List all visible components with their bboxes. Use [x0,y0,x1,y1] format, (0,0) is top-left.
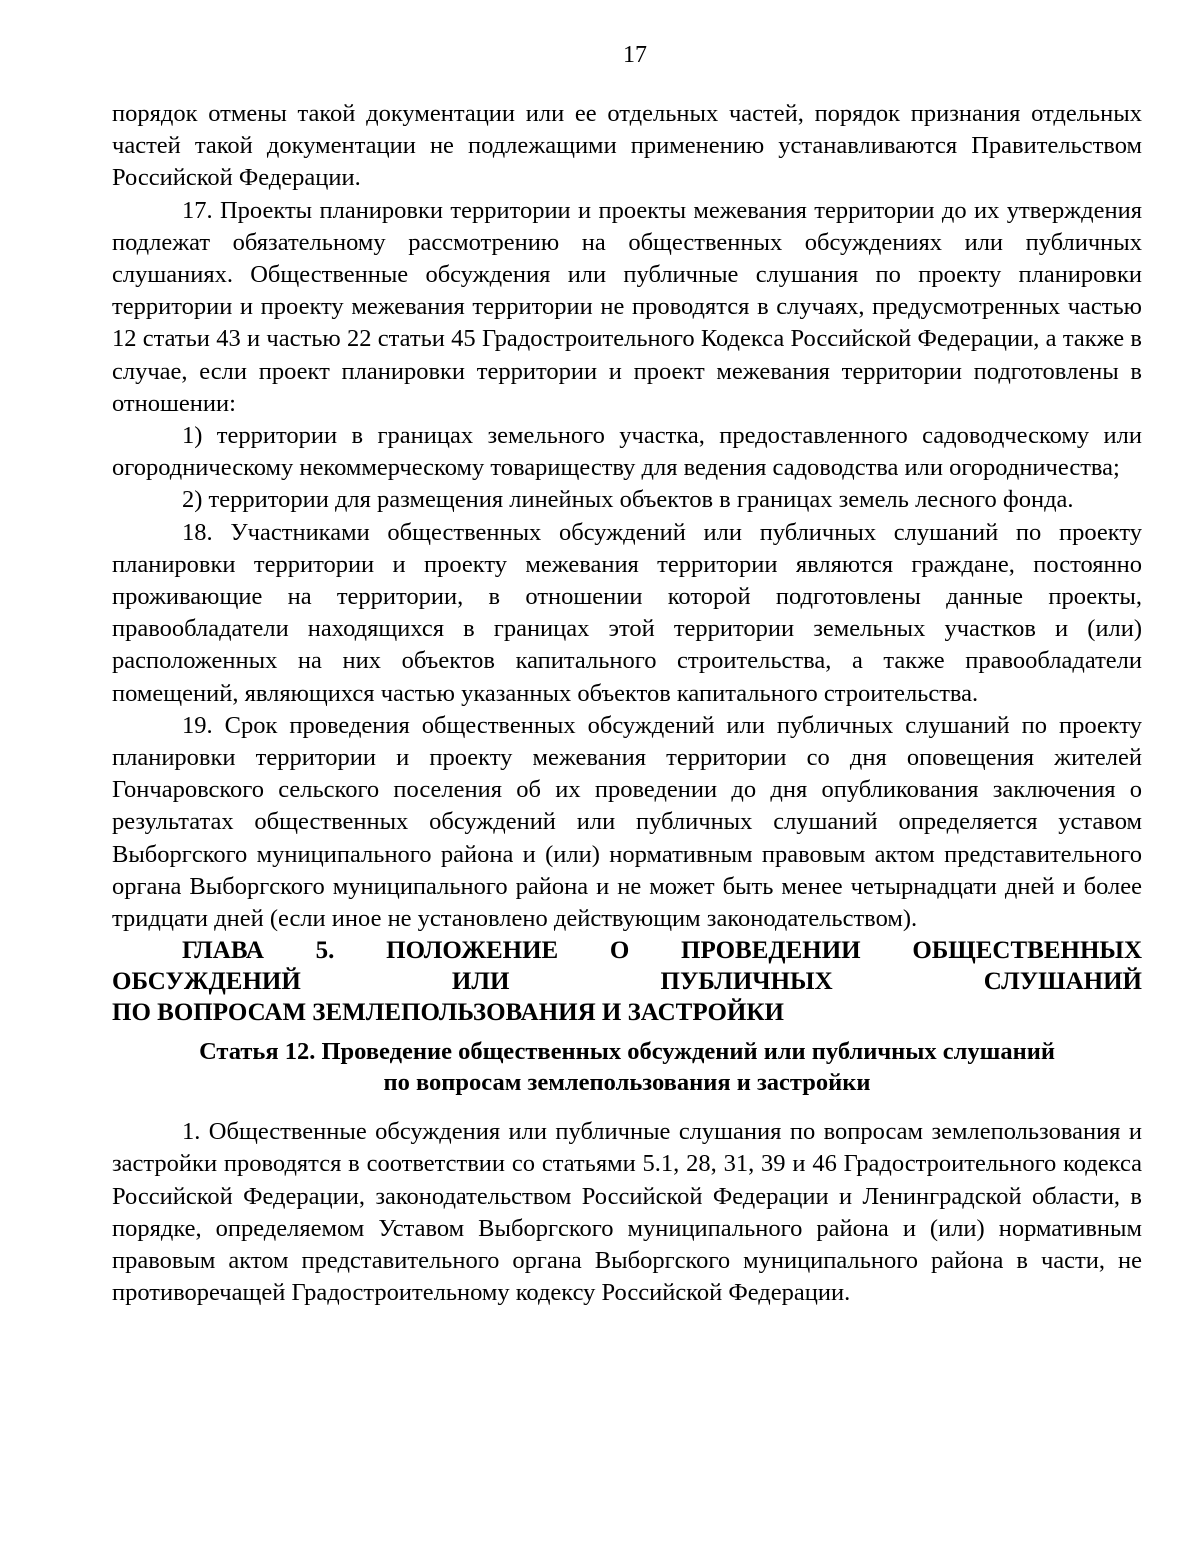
list-item-2: 2) территории для размещения линейных объектов в границах земель лесного фонда. [182,486,1074,514]
article-heading [112,1036,1142,1098]
paragraph-17: 17. Проекты планировки территории и проекты межевания территории до их утверждения подлежат обязательному рассмотрению на общественных обсуждениях или публичных слушаниях. Общественные обсуждения или публичные слушания по проекту планировки территории и проекту межевания территории не проводятся в случаях, предусмотренных частью 12 статьи 43 и частью 22 статьи 45 Градостроительного Кодекса Российской Федерации, а также в случае, если проект планировки территории и проект межевания территории подготовлены в отношении: [112,196,1142,417]
chapter-heading-line-3: ПО ВОПРОСАМ ЗЕМЛЕПОЛЬЗОВАНИЯ И ЗАСТРОЙКИ [112,999,784,1027]
chapter-heading-line-2: ОБСУЖДЕНИЙ ИЛИ ПУБЛИЧНЫХ СЛУШАНИЙ [112,968,1142,996]
paragraph-19: 19. Срок проведения общественных обсуждений или публичных слушаний по проекту планировки территории и проекту межевания территории со дня оповещения жителей Гончаровского сельского поселения об их проведении до дня опубликования заключения о результатах общественных обсуждений или публичных слушаний определяется уставом Выборгского муниципального района и (или) нормативным правовым актом представительного органа Выборгского муниципального района и не может быть менее четырнадцати дней и более тридцати дней (если иное не установлено действующим законодательством). [112,711,1142,933]
article-heading-line-2: по вопросам землепользования и застройки [383,1069,871,1097]
chapter-heading-line-1: ГЛАВА 5. ПОЛОЖЕНИЕ О ПРОВЕДЕНИИ ОБЩЕСТВЕННЫХ [182,937,1142,965]
chapter-heading [112,935,1142,1028]
paragraph-18: 18. Участниками общественных обсуждений или публичных слушаний по проекту планировки территории и проекту межевания территории являются граждане, постоянно проживающие на территории, в отношении которой подготовлены данные проекты, правообладатели находящихся в границах этой территории земельных участков и (или) расположенных на них объектов капитального строительства, а также правообладатели помещений, являющихся частью указанных объектов капитального строительства. [112,518,1142,707]
article-12-paragraph-1: 1. Общественные обсуждения или публичные слушания по вопросам землепользования и застройки проводятся в соответствии со статьями 5.1, 28, 31, 39 и 46 Градостроительного кодекса Российской Федерации, законодательством Российской Федерации и Ленинградской области, в порядке, определяемом Уставом Выборгского муниципального района и (или) нормативным правовым актом представительного органа Выборгского муниципального района в части, не противоречащей Градостроительному кодексу Российской Федерации. [112,1118,1142,1307]
paragraph-continuation: порядок отмены такой документации или ее отдельных частей, порядок признания отдельных частей такой документации не подлежащими применению устанавливаются Правительством Российской Федерации. [112,100,1142,192]
page-number: 17 [623,42,647,68]
list-item-1: 1) территории в границах земельного участка, предоставленного садоводческому или огородническому некоммерческому товариществу для ведения садоводства или огородничества; [112,422,1142,482]
article-heading-line-1: Статья 12. Проведение общественных обсуждений или публичных слушаний [199,1038,1055,1066]
